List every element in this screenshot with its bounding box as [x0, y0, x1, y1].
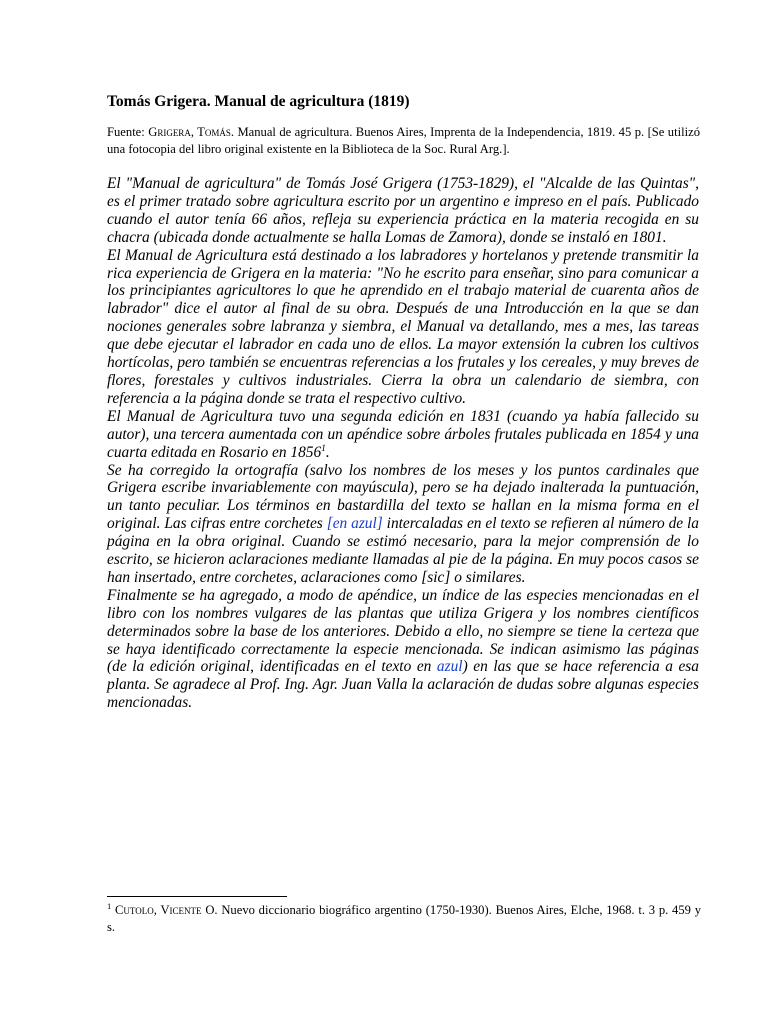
- source-author: Grigera, Tomás: [148, 125, 231, 139]
- blue-word-note: azul: [436, 658, 463, 676]
- footnote-marker: 1: [107, 900, 112, 911]
- blue-bracket-note: [en azul]: [326, 515, 383, 533]
- footnote-text: O. Nuevo diccionario biográfico argentino (1750-1930). Buenos Aires, Elche, 1968. t. 3 p. 459 y s.: [107, 903, 702, 934]
- footnote-reference[interactable]: 1: [321, 443, 326, 454]
- paragraph-editorial-notes: [107, 462, 699, 587]
- appendix-text-a: Finalmente se ha agregado, a modo de apéndice, un índice de las especies mencionadas en el libro con los nombres vulgares de las plantas que utiliza Grigera y los nombres científicos determinados sobre la base de los anteriores. Debido a ello, no siempre se tiene la certeza que se haya identificado correctamente la especie mencionada. Se indican asimismo las páginas (de la edición original, identificadas en el texto en: [107, 586, 699, 676]
- source-citation: [107, 124, 700, 158]
- body-text: [107, 175, 699, 712]
- editions-text: El Manual de Agricultura tuvo una segunda edición en 1831 (cuando ya había fallecido su autor), una tercera aumentada con un apéndice sobre árboles frutales publicada en 1854 y una cuarta editada en Rosario en 1856: [107, 407, 699, 461]
- footnote-divider: [107, 896, 287, 897]
- document-title: Tomás Grigera. Manual de agricultura (1819): [107, 93, 410, 110]
- appendix-text-b: ) en las que se hace referencia a esa planta. Se agradece al Prof. Ing. Agr. Juan Valla la aclaración de dudas sobre algunas especies mencionadas.: [107, 658, 699, 712]
- editorial-text-a: Se ha corregido la ortografía (salvo los nombres de los meses y los puntos cardinales que Grigera escribe invariablemente con mayúscula), pero se ha dejado inalterada la puntuación, un tanto peculiar. Los términos en bastardilla del texto se hallan en la misma forma en el original. Las cifras entre corchetes: [107, 461, 699, 533]
- paragraph-appendix: [107, 587, 699, 712]
- source-details: . Manual de agricultura. Buenos Aires, Imprenta de la Independencia, 1819. 45 p. [Se utilizó una fotocopia del libro original existente en la Biblioteca de la Soc. Rural Arg.].: [107, 125, 700, 156]
- editions-end: .: [325, 443, 330, 461]
- paragraph-intro: El "Manual de agricultura" de Tomás José Grigera (1753-1829), el "Alcalde de las Quintas", es el primer tratado sobre agricultura escrito por un argentino e impreso en el país. Publicado cuando el autor tenía 66 años, refleja su experiencia práctica en la materia recogida en su chacra (ubicada donde actualmente se halla Lomas de Zamora), donde se instaló en 1801.: [107, 175, 699, 246]
- source-label: Fuente:: [107, 125, 149, 139]
- footnote: [107, 902, 701, 936]
- footnote-author: Cutolo, Vicente: [115, 903, 202, 917]
- paragraph-editions: [107, 408, 699, 462]
- editorial-text-b: intercaladas en el texto se refieren al número de la página en la obra original. Cuando se estimó necesario, para la mejor comprensión de lo escrito, se hicieron aclaraciones mediante llamadas al pie de la página. En muy pocos casos se han insertado, entre corchetes, aclaraciones como [sic] o similares.: [107, 515, 699, 586]
- paragraph-purpose: El Manual de Agricultura está destinado a los labradores y hortelanos y pretende transmitir la rica experiencia de Grigera en la materia: "No he escrito para enseñar, sino para comunicar a los principiantes agricultores lo que he aprendido en el trabajo material de cuarenta años de labrador" dice el autor al final de su obra. Después de una Introducción en la que se dan nociones generales sobre labranza y siembra, el Manual va detallando, mes a mes, las tareas que debe ejecutar el labrador en cada uno de ellos. La mayor extensión la cubren los cultivos hortícolas, pero también se encuentras referencias a los frutales y los cereales, y muy breves de flores, forestales y cultivos industriales. Cierra la obra un calendario de siembra, con referencia a la página donde se trata el respectivo cultivo.: [107, 246, 699, 407]
